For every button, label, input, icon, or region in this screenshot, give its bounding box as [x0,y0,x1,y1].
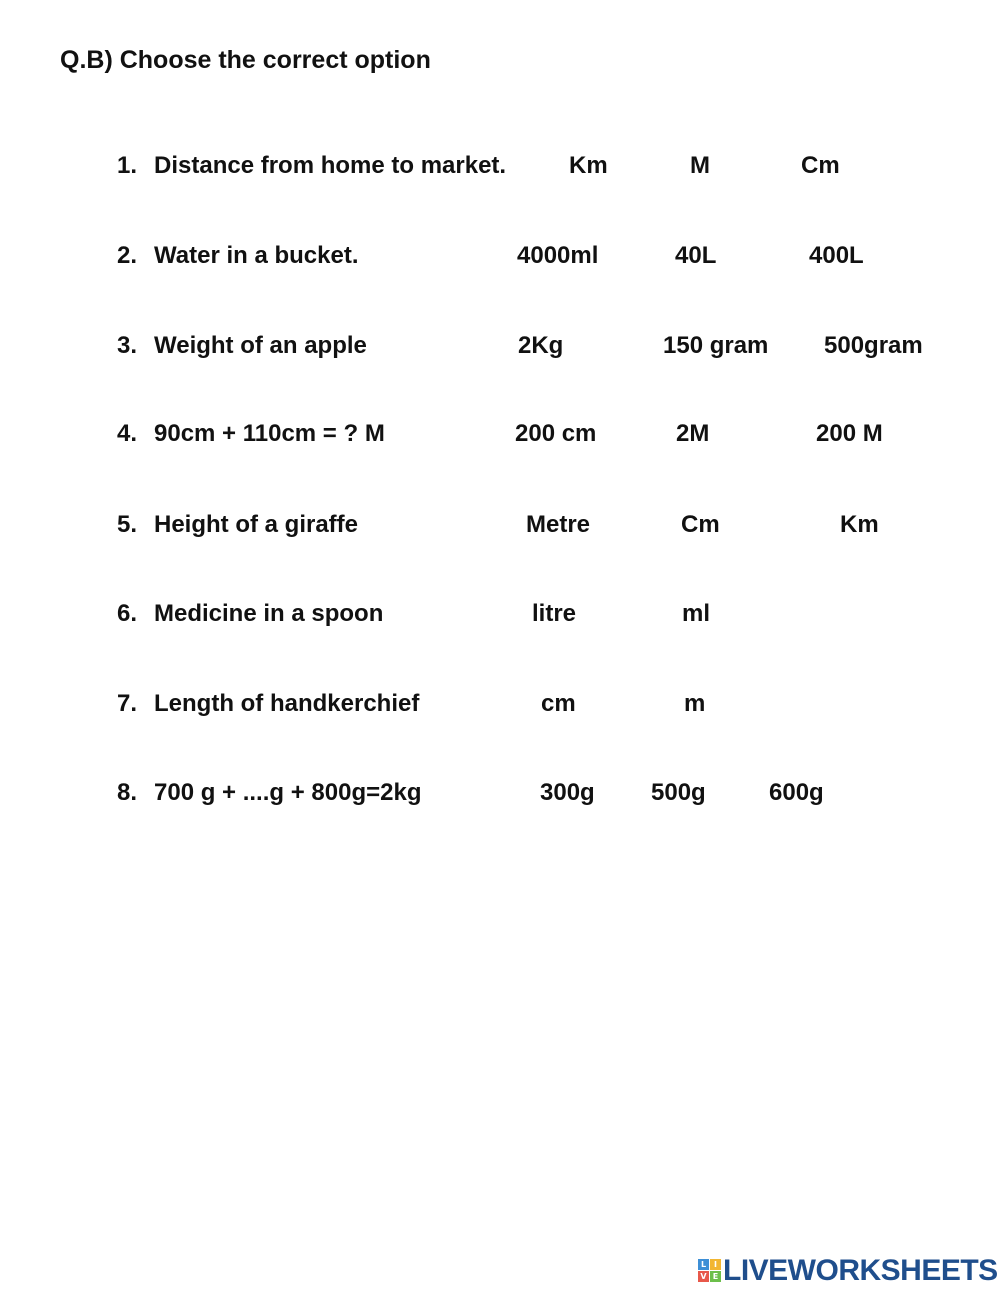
answer-option[interactable]: Metre [526,511,591,538]
question-number: 1. [117,152,138,179]
logo-tile: V [698,1271,709,1282]
answer-option[interactable]: 2Kg [518,332,564,359]
liveworksheets-logo [698,1254,998,1287]
question-row [0,242,1000,276]
question-text: Distance from home to market. [154,152,507,179]
answer-option[interactable]: Cm [801,152,840,179]
question-text: 700 g + ....g + 800g=2kg [154,779,422,806]
answer-option[interactable]: Cm [681,511,720,538]
answer-option[interactable]: 4000ml [517,242,599,269]
question-number: 2. [117,242,138,269]
question-number: 6. [117,600,138,627]
answer-option[interactable]: Km [569,152,608,179]
question-text: 90cm + 110cm = ? M [154,420,385,447]
question-number: 5. [117,511,138,538]
question-row [0,152,1000,186]
page-title: Q.B) Choose the correct option [60,46,431,74]
question-row [0,779,1000,813]
question-number: 3. [117,332,138,359]
question-row [0,420,1000,454]
logo-tile: E [710,1271,721,1282]
logo-tile: I [710,1259,721,1270]
answer-option[interactable]: 2M [676,420,710,447]
answer-option[interactable]: 40L [675,242,717,269]
answer-option[interactable]: m [684,690,706,717]
question-row [0,511,1000,545]
question-row [0,600,1000,634]
answer-option[interactable]: 150 gram [663,332,769,359]
question-row [0,332,1000,366]
answer-option[interactable]: Km [840,511,879,538]
question-row [0,690,1000,724]
question-text: Height of a giraffe [154,511,359,538]
logo-tile: L [698,1259,709,1270]
question-number: 8. [117,779,138,806]
answer-option[interactable]: 200 cm [515,420,597,447]
answer-option[interactable]: 300g [540,779,595,806]
answer-option[interactable]: litre [532,600,577,627]
answer-option[interactable]: cm [541,690,576,717]
question-text: Weight of an apple [154,332,367,359]
question-number: 7. [117,690,138,717]
answer-option[interactable]: 200 M [816,420,883,447]
answer-option[interactable]: 600g [769,779,824,806]
question-text: Water in a bucket. [154,242,359,269]
brand-name: LIVEWORKSHEETS [723,1254,998,1287]
question-number: 4. [117,420,138,447]
answer-option[interactable]: ml [682,600,711,627]
answer-option[interactable]: 400L [809,242,864,269]
question-text: Medicine in a spoon [154,600,384,627]
question-text: Length of handkerchief [154,690,420,717]
logo-blocks-icon [698,1259,722,1283]
answer-option[interactable]: 500gram [824,332,923,359]
answer-option[interactable]: 500g [651,779,706,806]
answer-option[interactable]: M [690,152,710,179]
